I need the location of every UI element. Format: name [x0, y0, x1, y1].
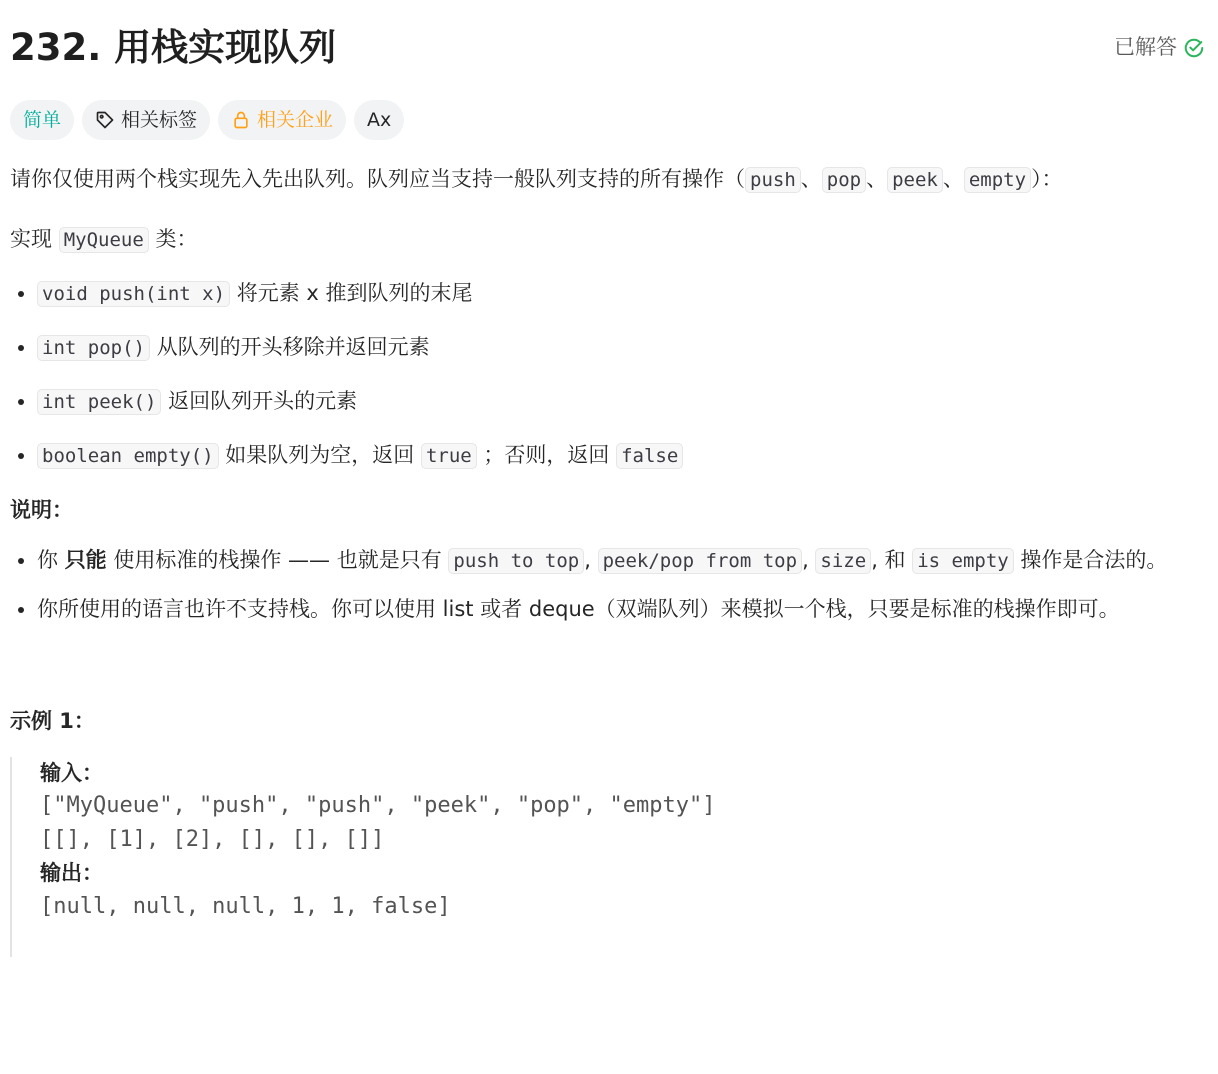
inline-code: empty — [964, 167, 1031, 193]
impl-suffix: 类： — [148, 226, 198, 251]
problem-header — [10, 0, 1205, 96]
separator: , 和 — [871, 547, 913, 572]
notes-list — [10, 544, 1205, 627]
intro-text: 请你仅使用两个栈实现先入先出队列。队列应当支持一般队列支持的所有操作（ — [10, 167, 745, 191]
class-name-code: MyQueue — [59, 227, 149, 253]
list-item — [37, 439, 1205, 472]
note-text: 你所使用的语言也许不支持栈。你可以使用 list 或者 deque（双端队列）来模拟一个栈，只要是标准的栈操作即可。 — [37, 597, 1120, 622]
method-desc: 返回队列开头的元素 — [161, 389, 358, 414]
separator: , — [802, 547, 816, 572]
solved-status — [1114, 31, 1205, 65]
method-code: int peek() — [37, 389, 161, 415]
inline-code: true — [421, 443, 477, 469]
method-desc: ；否则，返回 — [476, 443, 617, 468]
output-label: 输出： — [40, 861, 103, 886]
method-desc: 如果队列为空，返回 — [218, 443, 421, 468]
impl-prefix: 实现 — [10, 226, 59, 251]
inline-code: peek/pop from top — [598, 548, 802, 574]
problem-description — [10, 0, 1205, 957]
intro-paragraph — [10, 163, 1205, 197]
related-tags-label: 相关标签 — [121, 108, 198, 131]
list-item — [37, 593, 1205, 627]
problem-title[interactable]: 232. 用栈实现队列 — [10, 25, 337, 69]
note-bold: 只能 — [64, 547, 107, 572]
related-companies-button[interactable] — [218, 100, 346, 140]
output-line: [null, null, null, 1, 1, false] — [40, 893, 451, 919]
example-block — [10, 757, 1205, 957]
solved-label: 已解答 — [1114, 35, 1177, 60]
inline-code: size — [815, 548, 871, 574]
list-item — [37, 385, 1205, 418]
check-circle-icon — [1183, 37, 1205, 59]
operations-list — [10, 277, 1205, 472]
list-item — [37, 277, 1205, 310]
input-label: 输入： — [40, 760, 103, 785]
note-text: 你 — [37, 547, 65, 572]
inline-code: push — [745, 167, 801, 193]
inline-code: peek — [887, 167, 943, 193]
separator: , — [584, 547, 598, 572]
separator: 、 — [800, 167, 822, 191]
inline-code: push to top — [448, 548, 584, 574]
inline-code: false — [616, 443, 683, 469]
method-code: boolean empty() — [37, 443, 219, 469]
tag-row — [10, 100, 1205, 140]
translate-icon: Ax — [367, 108, 392, 131]
method-code: void push(int x) — [37, 281, 230, 307]
tag-icon — [95, 110, 115, 130]
lock-icon — [231, 110, 251, 130]
list-item — [37, 331, 1205, 364]
separator: 、 — [866, 167, 888, 191]
input-line: ["MyQueue", "push", "push", "peek", "pop", "empty"] — [40, 793, 716, 819]
translate-button[interactable] — [354, 100, 404, 140]
intro-end: ）： — [1031, 167, 1063, 191]
separator: 、 — [942, 167, 964, 191]
note-text: 操作是合法的。 — [1013, 547, 1168, 572]
example-heading: 示例 1： — [10, 708, 95, 733]
inline-code: is empty — [912, 548, 1014, 574]
impl-paragraph — [10, 223, 1205, 257]
inline-code: pop — [822, 167, 866, 193]
method-desc: 从队列的开头移除并返回元素 — [149, 335, 430, 360]
input-line: [[], [1], [2], [], [], []] — [40, 827, 385, 853]
list-item — [37, 544, 1205, 578]
method-desc: 将元素 x 推到队列的末尾 — [230, 281, 473, 306]
difficulty-badge[interactable]: 简单 — [10, 100, 74, 140]
related-companies-label: 相关企业 — [257, 108, 334, 131]
note-text: 使用标准的栈操作 —— 也就是只有 — [106, 547, 449, 572]
notes-heading: 说明： — [10, 498, 73, 523]
related-tags-button[interactable] — [82, 100, 210, 140]
method-code: int pop() — [37, 335, 150, 361]
